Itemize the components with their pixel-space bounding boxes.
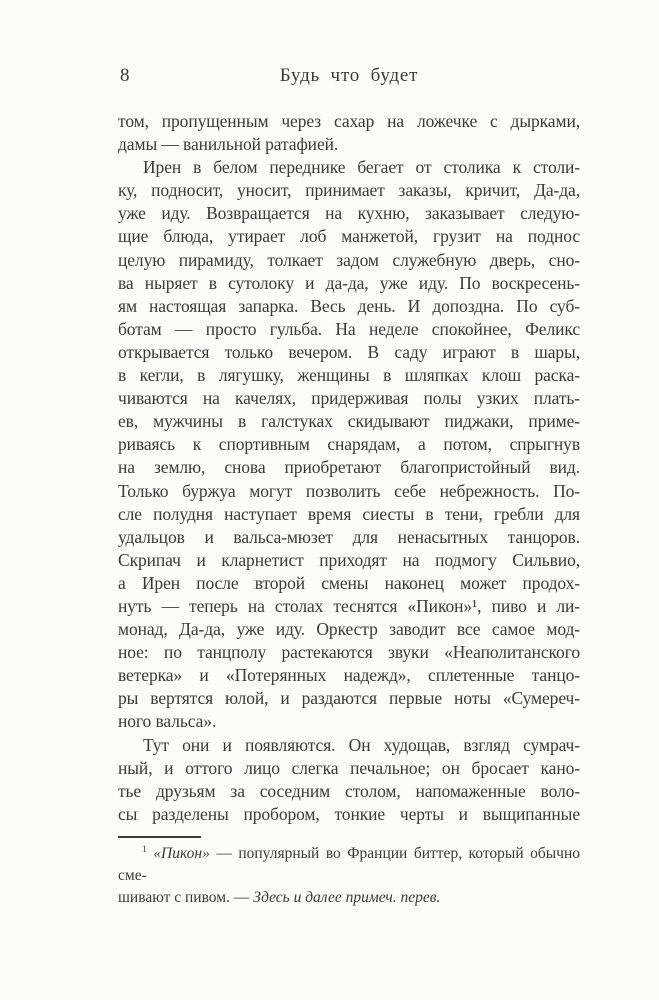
text-line: щие блюда, утирает лоб манжетой, грузит на поднос (118, 226, 580, 247)
text-line: в кегли, в лягушку, женщины в шляпках клош раска- (118, 365, 580, 386)
text-line: дамы — ванильной ратафией. (118, 134, 339, 155)
footnote-text (118, 843, 580, 909)
page-number: 8 (120, 65, 130, 86)
footnote-line (118, 887, 580, 909)
text-line: Ирен в белом переднике бегает от столика к столи- (143, 157, 580, 178)
text-line: сы разделены пробором, тонкие черты и выщипанные (118, 803, 580, 824)
footnote-marker: 1 (142, 843, 147, 855)
footnote-separator (118, 836, 201, 838)
text-line: целую пирамиду, толкает задом служебную дверь, сно- (118, 249, 580, 270)
text-line: ку, подносит, уносит, принимает заказы, кричит, Да-да, (118, 180, 580, 201)
text-line: ное: по танцполу растекаются звуки «Неаполитанского (118, 642, 580, 663)
text-line: ев, мужчины в галстуках скидывают пиджаки, приме- (118, 411, 580, 432)
text-line: монад, Да-да, уже иду. Оркестр заводит все самое мод- (118, 619, 580, 640)
page-header (118, 64, 580, 88)
text-line: ботам — просто гульба. На неделе спокойнее, Феликс (118, 318, 580, 339)
footnote-segment: «Пикон» (153, 845, 210, 862)
text-line: а Ирен после второй смены наконец может продох- (118, 572, 580, 593)
text-line: сле полудня наступает время сиесты в тени, гребли для (118, 503, 580, 524)
footnote-segment: Здесь и далее примеч. перев. (253, 889, 441, 906)
text-line: ры вертятся юлой, и раздаются первые ноты «Сумереч- (118, 688, 580, 709)
text-line: ва ныряет в сутолоку и да-да, уже иду. По воскресень- (118, 272, 580, 293)
text-line: уже иду. Возвращается на кухню, заказывает следую- (118, 203, 580, 224)
text-line: Тут они и появляются. Он худощав, взгляд сумрач- (143, 734, 580, 755)
text-line: ный, и оттого лицо слегка печальное; он бросает кано- (118, 757, 580, 778)
text-line: удальцов и вальса-мюзет для ненасытных танцоров. (118, 526, 580, 547)
text-line: том, пропущенным через сахар на ложечке с дырками, (118, 111, 580, 131)
text-line: нуть — теперь на столах теснятся «Пикон»¹, пиво и ли- (118, 595, 580, 616)
text-line: Только буржуа могут позволить себе небрежность. По- (118, 480, 580, 501)
text-line: открывается только вечером. В саду играют в шары, (118, 341, 580, 362)
text-line: ного вальса». (118, 711, 217, 732)
footnote-segment: — популярный во Франции биттер, который обычно сме- (118, 845, 580, 884)
text-line: чиваются на качелях, придерживая полы узких плать- (118, 388, 580, 409)
text-line: на землю, снова приобретают благопристойный вид. (118, 457, 580, 478)
text-line: ветерка» и «Потерянных надежд», сплетенные танцо- (118, 665, 580, 686)
text-line: риваясь к спортивным снарядам, а потом, спрыгнув (118, 434, 580, 455)
footnote-line (118, 843, 580, 887)
body-text (118, 110, 580, 826)
running-title: Будь что будет (279, 65, 419, 86)
text-line: Скрипач и кларнетист приходят на подмогу Сильвио, (118, 549, 580, 570)
text-line: тье друзьям за соседним столом, напомаженные воло- (118, 780, 580, 801)
text-line: ям настоящая запарка. Весь день. И допоздна. По суб- (118, 295, 580, 316)
footnote-segment: шивают с пивом. — (118, 889, 254, 906)
